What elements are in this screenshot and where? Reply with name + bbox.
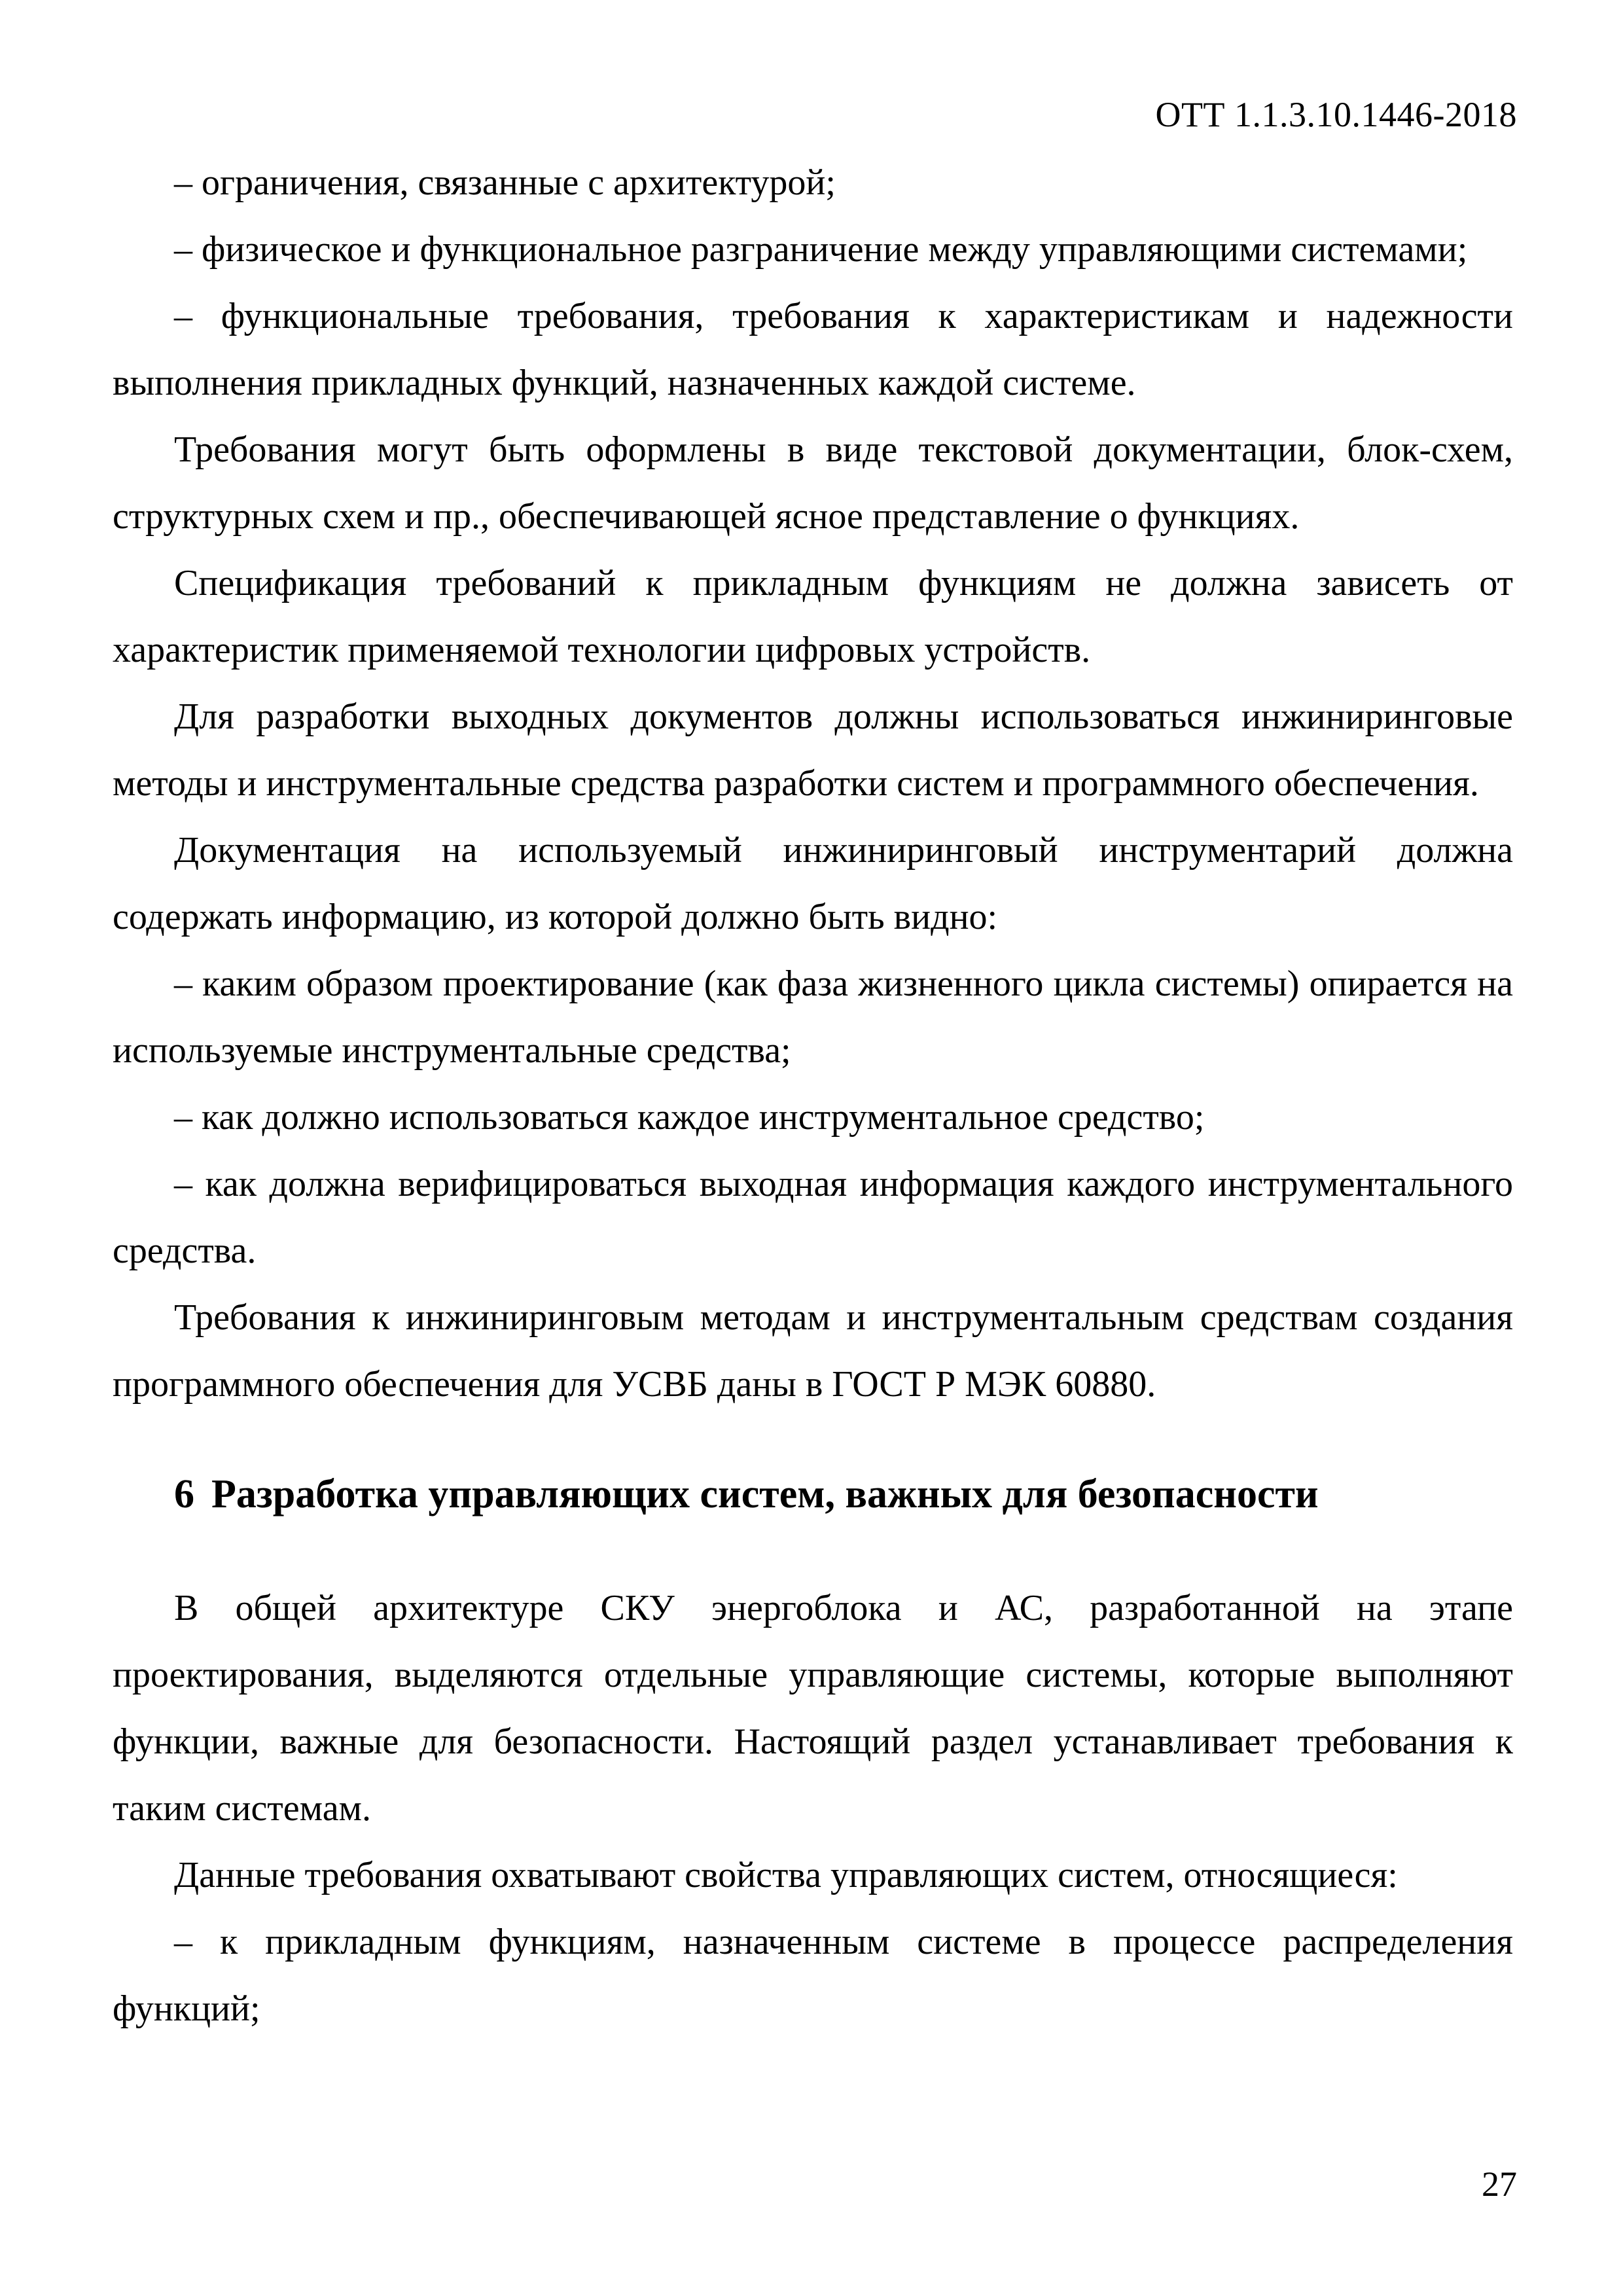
paragraph: Требования к инжиниринговым методам и инструментальным средствам создания программного обеспечения для УСВБ даны в ГОСТ Р МЭК 60880. — [113, 1297, 1513, 1405]
list-item: – как должна верифицироваться выходная информация каждого инструментального средства. — [113, 1164, 1513, 1271]
page-number: 27 — [1482, 2164, 1517, 2204]
list-item: – как должно использоваться каждое инструментальное средство; — [174, 1097, 1205, 1138]
paragraph: Данные требования охватывают свойства управляющих систем, относящиеся: — [174, 1855, 1398, 1895]
list-item: – ограничения, связанные с архитектурой; — [174, 162, 836, 203]
paragraph: Документация на используемый инжиниринговый инструментарий должна содержать информацию, из которой должно быть видно: — [113, 830, 1513, 937]
document-code: ОТТ 1.1.3.10.1446-2018 — [1155, 95, 1517, 134]
section-number: 6 — [174, 1472, 194, 1516]
list-item: – к прикладным функциям, назначенным системе в процессе распределения функций; — [113, 1922, 1513, 2029]
section-heading — [174, 1471, 1513, 1517]
list-item: – каким образом проектирование (как фаза жизненного цикла системы) опирается на используемые инструментальные средства; — [113, 963, 1513, 1071]
list-item: – физическое и функциональное разграничение между управляющими системами; — [174, 229, 1468, 270]
list-item: – функциональные требования, требования к характеристикам и надежности выполнения прикладных функций, назначенных каждой системе. — [113, 296, 1513, 403]
paragraph: Требования могут быть оформлены в виде текстовой документации, блок-схем, структурных схем и пр., обеспечивающей ясное представление о функциях. — [113, 429, 1513, 537]
paragraph: Для разработки выходных документов должны использоваться инжиниринговые методы и инструментальные средства разработки систем и программного обеспечения. — [113, 696, 1513, 804]
paragraph: Спецификация требований к прикладным функциям не должна зависеть от характеристик применяемой технологии цифровых устройств. — [113, 563, 1513, 670]
page-body — [113, 149, 1513, 2042]
section-title: Разработка управляющих систем, важных для безопасности — [211, 1472, 1319, 1516]
paragraph: В общей архитектуре СКУ энергоблока и АС, разработанной на этапе проектирования, выделяются отдельные управляющие системы, которые выполняют функции, важные для безопасности. Настоящий раздел устанавливает требования к таким системам. — [113, 1588, 1513, 1829]
